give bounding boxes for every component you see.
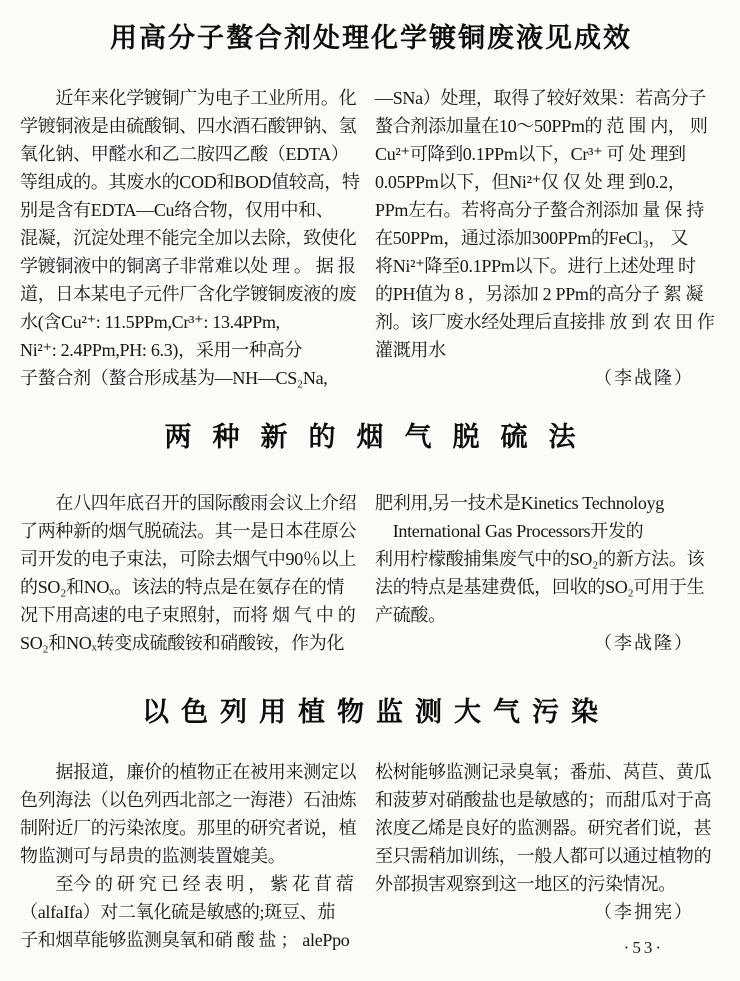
text-line: 物监测可与昂贵的监测装置媲美。: [20, 846, 286, 866]
text-line: 氧化钠、甲醛水和乙二胺四乙酸（EDTA）: [20, 144, 349, 164]
text-line: 学镀铜液是由硫酸铜、四水酒石酸钾钠、氢: [20, 116, 357, 136]
text-line: 道，日本某电子元件厂含化学镀铜废液的废: [20, 284, 357, 304]
article-1-right-column: [375, 84, 720, 392]
article-1-title: 用高分子螯合剂处理化学镀铜废液见成效: [110, 23, 632, 53]
article-2-title: 两种新的烟气脱硫法: [164, 422, 597, 452]
text-line: 子螯合剂（螯合形成基为—NH—CS₂Na,: [20, 368, 328, 388]
text-line: 0.05PPm以下，但Ni²⁺仅 仅 处 理 到0.2，: [375, 172, 686, 192]
article-2-left-column: [20, 489, 365, 657]
text-line: 况下用高速的电子束照射，而将 烟 气 中 的: [20, 605, 356, 625]
text-line: SO₂和NOₓ转变成硫酸铵和硝酸铵，作为化: [20, 633, 345, 653]
text-line: 螯合剂添加量在10～50PPm的 范 围 内， 则: [375, 116, 708, 136]
text-line: 产硫酸。: [375, 605, 446, 625]
text-line: 外部损害观察到这一地区的污染情况。: [375, 874, 676, 894]
text-line: 等组成的。其废水的COD和BOD值较高，特: [20, 172, 360, 192]
text-line: 至今 的 研 究 已 经 表 明 ， 紫 花 苜 蓿: [20, 874, 354, 894]
article-1-body: [20, 84, 720, 392]
article-3-right-column: [375, 758, 720, 954]
text-line: 色列海法（以色列西北部之一海港）石油炼: [20, 790, 357, 810]
text-line: 混凝，沉淀处理不能完全加以去除，致使化: [20, 228, 357, 248]
text-line: 水(含Cu²⁺: 11.5PPm,Cr³⁺: 13.4PPm,: [20, 312, 280, 332]
text-line: 子和烟草能够监测臭氧和硝 酸 盐 ； alePpo: [20, 930, 350, 950]
text-line: 利用柠檬酸捕集废气中的SO₂的新方法。该: [375, 549, 705, 569]
text-line: PPm左右。若将高分子螯合剂添加 量 保 持: [375, 200, 704, 220]
text-line: International Gas Processors开发的: [375, 521, 644, 541]
text-line: 和菠萝对硝酸盐也是敏感的；而甜瓜对于高: [375, 790, 712, 810]
article-3-body: [20, 758, 720, 954]
text-line: 司开发的电子束法，可除去烟气中90％以上: [20, 549, 356, 569]
article-3-left-column: [20, 758, 365, 954]
text-line: —SNa）处理，取得了较好效果：若高分子: [375, 88, 706, 108]
text-line: 至只需稍加训练，一般人都可以通过植物的: [375, 846, 712, 866]
page-number: ·53·: [623, 938, 664, 957]
article-2-body: [20, 489, 720, 657]
author-signature: （李战隆）: [594, 633, 694, 653]
text-line: 法的特点是基建费低，回收的SO₂可用于生: [375, 577, 705, 597]
text-line: 了两种新的烟气脱硫法。其一是日本荏原公: [20, 521, 357, 541]
text-line: Ni²⁺: 2.4PPm,PH: 6.3)，采用一种高分: [20, 340, 303, 360]
text-line: 的SO₂和NOₓ。该法的特点是在氨存在的情: [20, 577, 345, 597]
text-line: 肥利用,另一技术是Kinetics Technoloyg: [375, 493, 664, 513]
author-signature: （李拥宪）: [594, 902, 694, 922]
text-line: 别是含有EDTA—Cu络合物，仅用中和、: [20, 200, 334, 220]
article-2-right-column: [375, 489, 720, 657]
text-line: Cu²⁺可降到0.1PPm以下，Cr³⁺ 可 处 理到: [375, 144, 686, 164]
text-line: 制附近厂的污染浓度。那里的研究者说，植: [20, 818, 357, 838]
text-line: 剂。该厂废水经处理后直接排 放 到 农 田 作: [375, 312, 715, 332]
text-line: 将Ni²⁺降至0.1PPm以下。进行上述处理 时: [375, 256, 696, 276]
text-line: 在八四年底召开的国际酸雨会议上介绍: [20, 493, 357, 513]
text-line: 近年来化学镀铜广为电子工业所用。化: [20, 88, 357, 108]
text-line: （alfaIfa）对二氧化硫是敏感的;斑豆、茄: [20, 902, 336, 922]
text-line: 学镀铜液中的铜离子非常难以处 理 。 据 报: [20, 256, 356, 276]
text-line: 松树能够监测记录臭氧；番茄、莴苣、黄瓜: [375, 762, 712, 782]
author-signature: （李战隆）: [594, 368, 694, 388]
text-line: 在50PPm，通过添加300PPm的FeCl₃， 又: [375, 228, 689, 248]
article-3-title: 以色列用植物监测大气污染: [142, 697, 610, 727]
text-line: 灌溉用水: [375, 340, 446, 360]
text-line: 据报道，廉价的植物正在被用来测定以: [20, 762, 357, 782]
text-line: 的PH值为 8 ，另添加 2 PPm的高分子 絮 凝: [375, 284, 704, 304]
text-line: 浓度乙烯是良好的监测器。研究者们说，甚: [375, 818, 712, 838]
article-1-left-column: [20, 84, 365, 392]
